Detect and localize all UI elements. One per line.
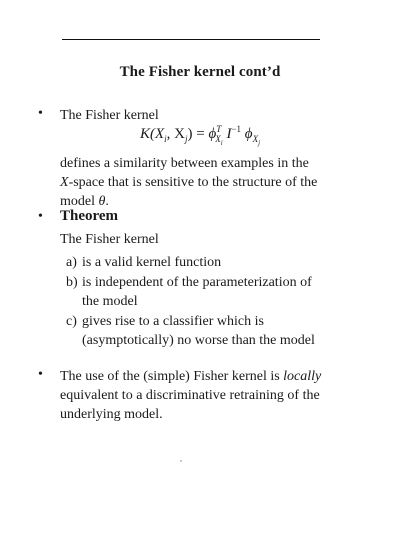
formula-inverse: −1	[231, 124, 242, 134]
list-item-a	[66, 253, 328, 272]
bullet-2-marker: •	[38, 209, 43, 224]
list-label-c: c)	[66, 314, 77, 329]
b3-part-1: The use of the (simple) Fisher kernel is	[60, 369, 284, 384]
formula-mid: , X	[166, 126, 185, 142]
b3-emphasis: locally	[283, 369, 322, 384]
bullet-1-intro: The Fisher kernel	[60, 108, 159, 123]
b1-desc-part-3: .	[105, 194, 109, 209]
slide-title: The Fisher kernel cont’d	[119, 64, 281, 80]
formula-sub-i: i	[164, 134, 167, 144]
formula-phi: ϕ	[208, 126, 217, 142]
list-text-a: is a valid kernel function	[82, 255, 222, 270]
list-label-a: a)	[66, 255, 77, 270]
list-item-c	[66, 312, 328, 350]
b1-desc-theta: θ	[98, 194, 106, 209]
scan-speck	[180, 460, 182, 462]
list-text-b: is independent of the parameterization of the model	[82, 275, 312, 309]
b1-desc-part-1: defines a similarity between examples in the	[60, 156, 309, 171]
top-rule	[62, 39, 320, 40]
bullet-1-marker: •	[38, 106, 43, 121]
formula-sub-Xj-j: j	[258, 138, 261, 147]
formula-sub-Xi-i: i	[220, 138, 223, 147]
formula-sub-j: j	[185, 134, 188, 144]
formula-sub-Xi: X	[215, 134, 221, 144]
formula-eq: ) =	[187, 126, 209, 142]
formula-sup-T: T	[216, 124, 222, 134]
theorem-heading: Theorem	[60, 208, 119, 224]
formula-I: I	[222, 126, 232, 142]
b3-part-2: equivalent to a discriminative retraining of the underlying model.	[60, 388, 320, 422]
list-text-c: gives rise to a classifier which is (asymptotically) no worse than the model	[82, 314, 315, 348]
bullet-3-text	[60, 367, 325, 424]
formula-sub-Xj: X	[252, 134, 259, 144]
fisher-kernel-formula	[0, 124, 400, 147]
formula-phi-2: ϕ	[241, 126, 253, 142]
bullet-3-marker: •	[38, 367, 43, 382]
b1-desc-part-2: -space that is sensitive to the structure of the model	[60, 175, 318, 209]
formula-lhs: K(X	[139, 126, 165, 142]
b1-desc-X: X	[60, 175, 69, 190]
list-item-b	[66, 273, 328, 311]
theorem-intro: The Fisher kernel	[60, 232, 159, 247]
bullet-1-description	[60, 154, 325, 211]
list-label-b: b)	[66, 275, 78, 290]
